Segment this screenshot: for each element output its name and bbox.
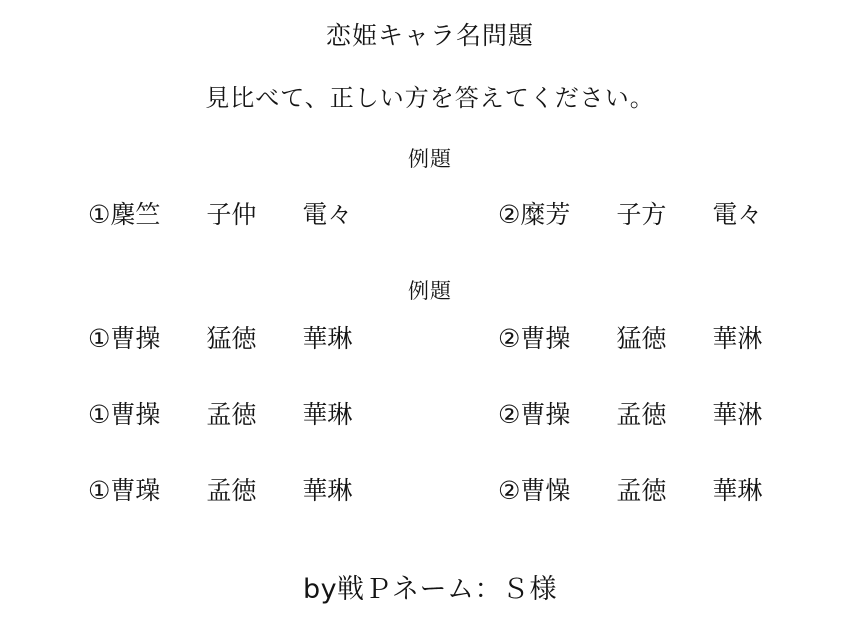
page-title: 恋姫キャラ名問題: [325, 21, 534, 50]
option-1[interactable]: [70, 395, 430, 431]
name-part-2: 孟徳: [616, 400, 667, 429]
name-part-2: 孟徳: [206, 476, 257, 505]
option-1[interactable]: [70, 319, 430, 355]
page-subtitle: 見比べて、正しい方を答えてください。: [205, 84, 655, 112]
option-2[interactable]: [430, 471, 790, 507]
option-1[interactable]: [70, 471, 430, 507]
option-2[interactable]: [430, 395, 790, 431]
option-marker: ②: [498, 476, 521, 505]
name-part-2: 子仲: [206, 200, 257, 229]
name-part-2: 孟徳: [206, 400, 257, 429]
option-1[interactable]: [70, 195, 430, 231]
option-marker: ②: [498, 400, 521, 429]
name-part-1: 曹操: [110, 324, 161, 353]
name-part-3: 華琳: [712, 476, 763, 505]
name-part-1: 糜芳: [520, 200, 571, 229]
option-marker: ②: [498, 200, 521, 229]
name-part-3: 華淋: [712, 400, 763, 429]
option-2[interactable]: [430, 195, 790, 231]
name-part-1: 麇竺: [110, 200, 161, 229]
example-label-1: 例題: [408, 147, 452, 171]
name-part-2: 子方: [616, 200, 667, 229]
name-part-3: 華琳: [302, 324, 353, 353]
option-marker: ①: [88, 476, 111, 505]
option-marker: ①: [88, 200, 111, 229]
option-marker: ①: [88, 324, 111, 353]
name-part-1: 曹操: [520, 400, 571, 429]
option-2[interactable]: [430, 319, 790, 355]
name-part-1: 曹操: [110, 400, 161, 429]
option-marker: ①: [88, 400, 111, 429]
question-row: [0, 395, 860, 431]
option-marker: ②: [498, 324, 521, 353]
question-row: [0, 319, 860, 355]
name-part-2: 孟徳: [616, 476, 667, 505]
question-row: [0, 471, 860, 507]
name-part-1: 曹操: [520, 324, 571, 353]
example-label-2: 例題: [408, 279, 452, 303]
name-part-1: 曹璪: [110, 476, 161, 505]
name-part-1: 曹懆: [520, 476, 571, 505]
credit-line: by戦Ｐネーム：Ｓ様: [302, 574, 558, 605]
quiz-page: [0, 16, 860, 624]
name-part-2: 猛徳: [206, 324, 257, 353]
name-part-3: 華琳: [302, 476, 353, 505]
name-part-3: 華淋: [712, 324, 763, 353]
name-part-3: 電々: [302, 200, 353, 229]
name-part-3: 華琳: [302, 400, 353, 429]
name-part-3: 電々: [712, 200, 763, 229]
question-row: [0, 195, 860, 231]
name-part-2: 猛徳: [616, 324, 667, 353]
